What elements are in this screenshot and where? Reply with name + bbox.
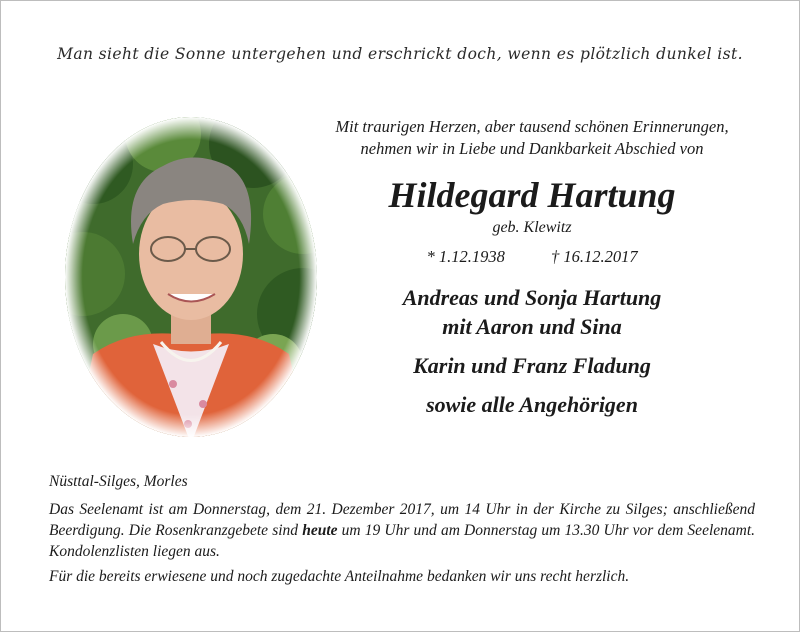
location-text: Nüsttal-Silges, Morles [49, 473, 188, 490]
motto-quote: Man sieht die Sonne untergehen und erschrickt doch, wenn es plötzlich dunkel ist. [57, 45, 743, 63]
family-line-4: sowie alle Angehörigen [426, 392, 638, 417]
family-line-1: Andreas und Sonja Hartung [402, 285, 662, 310]
family-line-3: Karin und Franz Fladung [413, 353, 651, 378]
birth-name: geb. Klewitz [492, 219, 572, 236]
family-mourners [301, 283, 763, 419]
intro-text [301, 116, 763, 160]
deceased-name: Hildegard Hartung [388, 175, 676, 215]
death-date: † 16.12.2017 [550, 247, 638, 266]
service-details [49, 471, 755, 587]
service-emphasis: heute [302, 522, 338, 539]
intro-line-2: nehmen wir in Liebe und Dankbarkeit Abschied von [360, 139, 704, 158]
service-text-1: Das Seelenamt ist am Donnerstag, dem 21. Dezember 2017, um 14 Uhr in der Kirche zu Silges; anschließend Beerdigung. Die Rosenkranzgebete sind [49, 501, 755, 539]
family-line-2: mit Aaron und Sina [442, 314, 622, 339]
life-dates [301, 247, 763, 267]
portrait-photo [53, 104, 329, 450]
intro-line-1: Mit traurigen Herzen, aber tausend schönen Erinnerungen, [335, 117, 729, 136]
announcement-block [301, 116, 763, 419]
service-paragraph [49, 499, 755, 562]
service-text-2: um 19 Uhr und am Donnerstag um 13.30 Uhr vor dem Seelenamt. Kondolenzlisten liegen aus. [49, 522, 756, 560]
birth-date: * 1.12.1938 [426, 247, 505, 266]
thanks-text: Für die bereits erwiesene und noch zugedachte Anteilnahme bedanken wir uns recht herzlich. [49, 568, 630, 585]
